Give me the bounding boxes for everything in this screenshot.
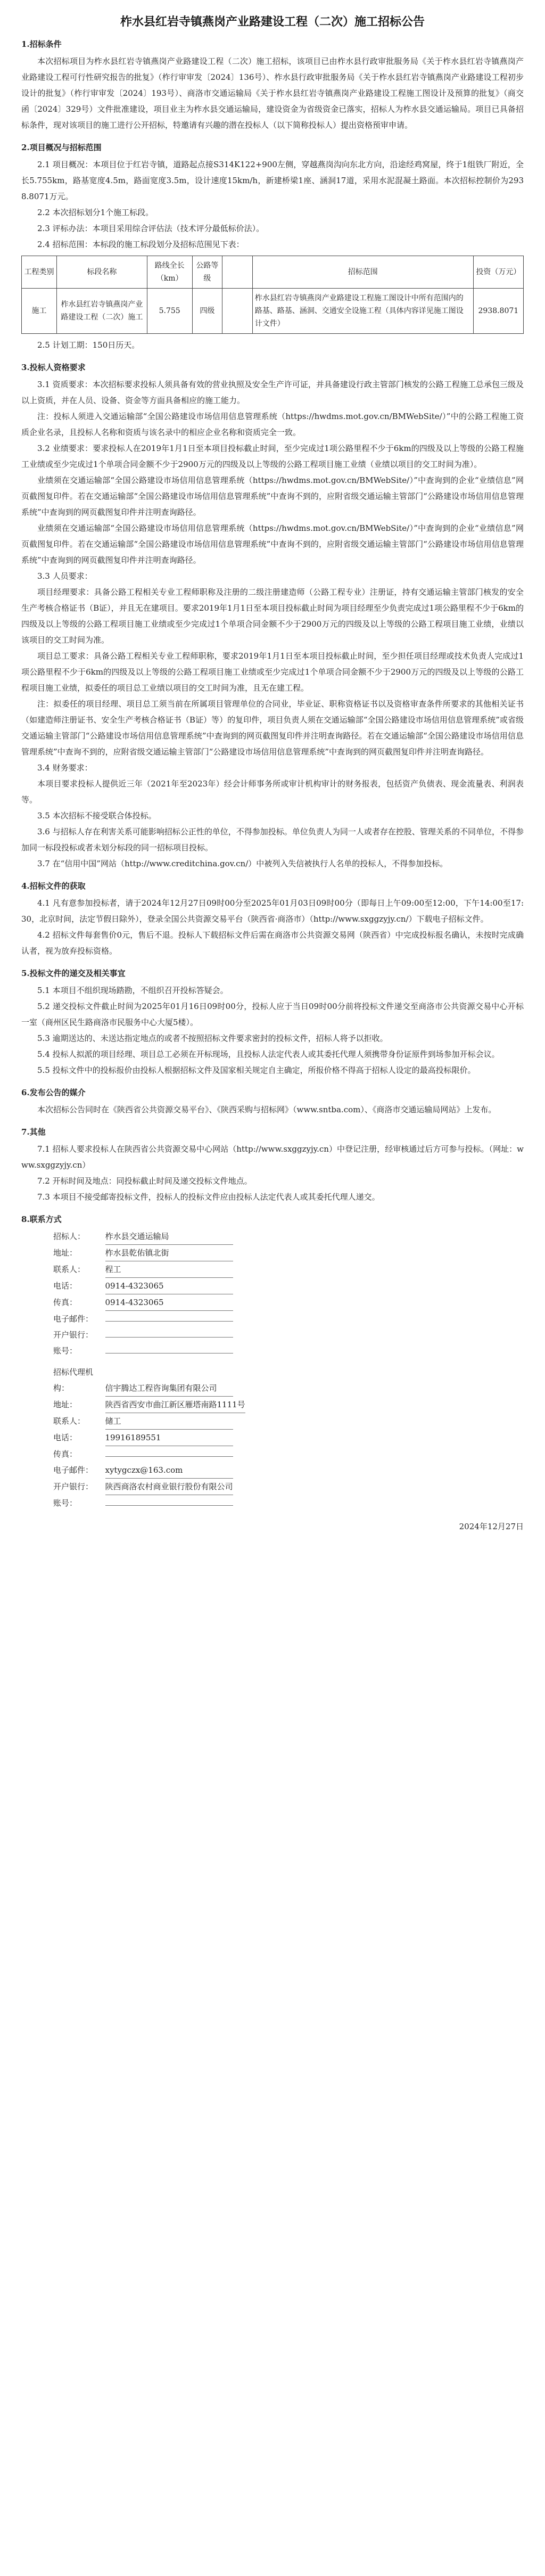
section-5-p4: 5.4 投标人拟派的项目经理、项目总工必须在开标现场，且投标人法定代表人或其委托代理人须携带身份证原件到场参加开标会议。: [37, 1049, 500, 1059]
section-3-para: 业绩须在交通运输部“全国公路建设市场信用信息管理系统（https://hwdms.mot.gov.cn/BMWebSite/）”中查询到的企业“业绩信息”网页截图复印件。若在交通运输部“全国公路建设市场信用信息管理系统”中查询不到的，应附省级交通运输主管部门“公路建设市场信用信息管理系统”中查询到的网页截图复印件并注明查询路径。: [21, 475, 524, 517]
contact-line: [21, 1479, 524, 1495]
section-3-para: 3.3 人员要求：: [37, 571, 93, 581]
section-5-p5: 5.5 投标文件中的投标报价由投标人根据招标文件及国家相关规定自主确定，所报价格不得高于招标人设定的最高投标限价。: [37, 1065, 476, 1075]
section-7-heading: 7.其他: [21, 1127, 46, 1137]
section-4-heading: 4.招标文件的获取: [21, 881, 86, 891]
contact-value: [105, 1321, 233, 1322]
lot-table-header: [222, 256, 253, 289]
contact-value: 信宇腾达工程咨询集团有限公司: [105, 1380, 233, 1397]
section-3-para: 3.1 资质要求：本次招标要求投标人须具备有效的营业执照及安全生产许可证，并具备建设行政主管部门核发的公路工程施工总承包三级及以上资质，并在人员、设备、资金等方面具备相应的施工能力。: [21, 380, 524, 405]
contact-label: 电话：: [53, 1281, 78, 1291]
contact-value: 陕西省西安市曲江新区雁塔南路1111号: [105, 1397, 245, 1413]
contact-label: 账号：: [53, 1346, 78, 1356]
contact-line: [21, 1327, 524, 1343]
section-3-para: 3.6 与招标人存在利害关系可能影响招标公正性的单位，不得参加投标。单位负责人为同一人或者存在控股、管理关系的不同单位，不得参加同一标段投标或者未划分标段的同一招标项目投标。: [21, 827, 524, 852]
contact-label: 账号：: [53, 1498, 78, 1508]
contact-value: 陕西商洛农村商业银行股份有限公司: [105, 1479, 233, 1495]
contact-label: 联系人：: [53, 1416, 86, 1426]
lot-table-header: 投资（万元）: [473, 256, 523, 289]
lot-table-cell: 柞水县红岩寺镇燕岗产业路建设工程（二次）施工: [57, 289, 147, 334]
section-7-p1: 7.1 招标人要求投标人在陕西省公共资源交易中心网站（http://www.sxggzyjy.cn）中登记注册，经审核通过后方可参与投标。（网址：www.sxggzyjy.cn）: [21, 1144, 524, 1170]
section-3-para: 3.5 本次招标不接受联合体投标。: [37, 811, 156, 821]
section-3-para: 业绩须在交通运输部“全国公路建设市场信用信息管理系统（https://hwdms.mot.gov.cn/BMWebSite/）”中查询到的企业“业绩信息”网页截图复印件。若在交通运输部“全国公路建设市场信用信息管理系统”中查询不到的，应附省级交通运输主管部门“公路建设市场信用信息管理系统”中查询到的网页截图复印件并注明查询路径。: [21, 523, 524, 565]
section-7-p3: 7.3 本项目不接受邮寄投标文件，投标人的投标文件应由投标人法定代表人或其委托代理人递交。: [37, 1192, 380, 1202]
contact-label: 地址：: [53, 1248, 78, 1258]
lot-table-cell: 5.755: [147, 289, 192, 334]
section-3-para: 3.7 在“信用中国”网站（http://www.creditchina.gov.cn/）中被列入失信被执行人名单的投标人，不得参加投标。: [37, 859, 448, 868]
contact-value: 0914-4323065: [105, 1294, 233, 1311]
section-3-para: 注：拟委任的项目经理、项目总工须当前在所属项目管理单位的合同业，毕业证、职称资格证书以及资格审查条件所要求的其他相关证书（如建造师注册证书、安全生产考核合格证书（B证）等）的复印件，项目负责人须在交通运输部“全国公路建设市场信用信息管理系统”或省级交通运输主管部门“公路建设市场信用信息管理系统”中查询到的网页截图复印件并注明查询路径。若在交通运输部“全国公路建设市场信用信息管理系统”中查询不到的，应附省级交通运输主管部门“公路建设市场信用信息管理系统”中查询到的网页截图复印件并注明查询路径。: [21, 699, 524, 757]
contact-label: 电子邮件：: [53, 1465, 94, 1475]
section-5-heading: 5.投标文件的递交及相关事宜: [21, 969, 126, 978]
section-6-para: 本次招标公告同时在《陕西省公共资源交易平台》、《陕西采购与招标网》（www.sntba.com）、《商洛市交通运输局网站》上发布。: [37, 1105, 497, 1114]
contact-label: 电话：: [53, 1433, 78, 1442]
section-2-p2: 2.2 本次招标划分1个施工标段。: [37, 208, 154, 217]
contact-line: [21, 1278, 524, 1294]
contact-line: [21, 1430, 524, 1446]
section-3-para: 本项目要求投标人提供近三年（2021年至2023年）经会计师事务所或审计机构审计的财务报表，包括资产负债表、现金流量表、利润表等。: [21, 779, 524, 805]
contact-label: 招标代理机构：: [53, 1367, 94, 1393]
lot-table-header: 公路等级: [192, 256, 222, 289]
lot-table-header: 工程类别: [22, 256, 57, 289]
section-5-p3: 5.3 逾期送达的、未送达指定地点的或者不按照招标文件要求密封的投标文件，招标人将予以拒收。: [37, 1033, 388, 1043]
section-3-para: 注：投标人须进入交通运输部“全国公路建设市场信用信息管理系统（https://hwdms.mot.gov.cn/BMWebSite/）”中的公路工程施工资质企业名录，且投标人名称和资质与该名录中的相应企业名称和资质完全一致。: [21, 412, 524, 437]
section-2-p1: 2.1 项目概况：本项目位于红岩寺镇，道路起点接S314K122+900左侧，穿越燕岗沟向东北方向，沿途经鸡窝屋，终于1组铁厂附近，全长5.755km，路基宽度4.5m，路面宽度3.5m，设计速度15km/h，新建桥梁1座、涵洞17道，采用水泥混凝土路面。本次招标控制价为2938.8071万元。: [21, 160, 524, 201]
contact-label: 传真：: [53, 1449, 78, 1459]
section-8-heading: 8.联系方式: [21, 1215, 62, 1224]
contact-label: 联系人：: [53, 1265, 86, 1274]
contact-line: [21, 1311, 524, 1327]
contact-value: [105, 1337, 233, 1338]
contact-line: [21, 1446, 524, 1462]
section-2-p5: 2.5 计划工期：150日历天。: [37, 340, 140, 350]
contact-line: [21, 1495, 524, 1511]
section-3-heading: 3.投标人资格要求: [21, 363, 86, 372]
lot-table-cell: 四级: [192, 289, 222, 334]
contact-line: [21, 1294, 524, 1311]
agent-contact-block: [21, 1364, 524, 1511]
section-2-heading: 2.项目概况与招标范围: [21, 143, 102, 152]
contact-label: 电子邮件：: [53, 1314, 94, 1324]
section-3-para: 3.2 业绩要求：要求投标人在2019年1月1日至本项目投标截止时间，至少完成过1项公路里程不少于6km的四级及以上等级的公路工程施工业绩或至少完成过1个单项合同金额不少于2900万元的四级及以上等级的公路工程项目施工业绩（业绩以项目的交工时间为准）。: [21, 444, 524, 469]
contact-label: 招标人：: [53, 1232, 86, 1241]
section-3-para: 项目经理要求：具备公路工程相关专业工程师职称及注册的二级注册建造师（公路工程专业）注册证，持有交通运输主管部门核发的安全生产考核合格证书（B证），并且无在建项目。要求2019年1月1日至本项目投标截止时间为项目经理至少负责完成过1项公路里程不少于6km的四级及以上等级的公路工程项目施工业绩或至少完成过1个单项合同金额不少于2900万元的四级及以上等级的公路工程项目施工业绩，业绩以该项目的交工时间为准。: [21, 587, 524, 645]
section-6-heading: 6.发布公告的媒介: [21, 1088, 86, 1097]
contact-line: [21, 1261, 524, 1278]
section-5-p2: 5.2 递交投标文件截止时间为2025年01月16日09时00分，投标人应于当日09时00分前将投标文件递交至商洛市公共资源交易中心开标一室（商州区民生路商洛市民服务中心大厦5楼）。: [21, 1002, 524, 1027]
lot-table-header: 标段名称: [57, 256, 147, 289]
contact-value: 柞水县交通运输局: [105, 1228, 233, 1245]
section-1-para: 本次招标项目为柞水县红岩寺镇燕岗产业路建设工程（二次）施工招标，该项目已由柞水县行政审批服务局《关于柞水县红岩寺镇燕岗产业路建设工程可行性研究报告的批复》（柞行审审发〔2024〕136号）、柞水县行政审批服务局《关于柞水县红岩寺镇燕岗产业路建设工程初步设计的批复》（柞行审审发〔2024〕193号）、商洛市交通运输局《关于柞水县红岩寺镇燕岗产业路建设工程施工图设计及预算的批复》（商交函〔2024〕329号）文件批准建设，项目业主为柞水县交通运输局，建设资金为省级资金已落实，招标人为柞水县交通运输局。项目已具备招标条件，现对该项目的施工进行公开招标，特邀请有兴趣的潜在投标人（以下简称投标人）提出资格预审申请。: [21, 56, 524, 130]
section-3-para: 项目总工要求：具备公路工程相关专业工程师职称，要求2019年1月1日至本项目投标截止时间，至少担任项目经理或技术负责人完成过1项公路里程不少于6km的四级及以上等级的公路工程项目施工业绩或至少完成过1个单项合同金额不少于2900万元的四级及以上等级的公路工程项目施工业绩，拟委任的项目总工业绩以项目的交工时间为准，且无在建工程。: [21, 651, 524, 693]
page-title: 柞水县红岩寺镇燕岗产业路建设工程（二次）施工招标公告: [120, 15, 425, 29]
lot-table-header: 招标范围: [252, 256, 473, 289]
section-2-p4: 2.4 招标范围：本标段的施工标段划分及招标范围见下表：: [37, 240, 244, 249]
section-4-p1: 4.1 凡有意参加投标者，请于2024年12月27日09时00分至2025年01月03日09时00分（即每日上午09:00至12:00，下午14:00至17:30，北京时间，法定节假日除外），登录全国公共资源交易平台（陕西省·商洛市）（http://www.sxggzyjy.cn/）下载电子招标文件。: [21, 898, 524, 924]
lot-table-cell: 2938.8071: [473, 289, 523, 334]
contact-line: [21, 1413, 524, 1430]
lot-table-cell: 柞水县红岩寺镇燕岗产业路建设工程施工图设计中所有范围内的路基、路基、涵洞、交通安全设施工程（具体内容详见施工图设计文件）: [252, 289, 473, 334]
section-7-p2: 7.2 开标时间及地点：同投标截止时间及递交投标文件地点。: [37, 1176, 252, 1186]
lot-table-header: 路线全长（km）: [147, 256, 192, 289]
contact-label: 开户银行：: [53, 1482, 94, 1491]
contact-value: 程工: [105, 1261, 233, 1278]
contact-label: 开户银行：: [53, 1330, 94, 1340]
contact-value: 19916189551: [105, 1430, 233, 1446]
contact-value: 储工: [105, 1413, 233, 1430]
contact-value: [105, 1505, 233, 1506]
contact-value: 0914-4323065: [105, 1278, 233, 1294]
contact-line: [21, 1462, 524, 1479]
section-5-p1: 5.1 本项目不组织现场踏勘，不组织召开投标答疑会。: [37, 986, 228, 995]
table-row: [22, 289, 524, 334]
lot-table-header-row: [22, 256, 524, 289]
sign-date: 2024年12月27日: [459, 1522, 524, 1531]
contact-line: [21, 1245, 524, 1261]
owner-contact-block: [21, 1228, 524, 1359]
lot-table-cell: [222, 289, 253, 334]
section-2-p3: 2.3 评标办法：本项目采用综合评估法（技术评分最低标价法）。: [37, 224, 265, 233]
contact-line: [21, 1364, 524, 1397]
section-3-para: 3.4 财务要求：: [37, 763, 93, 773]
lot-table: [21, 256, 524, 334]
contact-label: 传真：: [53, 1298, 78, 1307]
contact-label: 地址：: [53, 1400, 78, 1409]
contact-value: xytygczx@163.com: [105, 1462, 233, 1479]
contact-line: [21, 1397, 524, 1413]
lot-table-cell: 施工: [22, 289, 57, 334]
section-4-p2: 4.2 招标文件每套售价0元，售后不退。投标人下载招标文件后需在商洛市公共资源交易网（陕西省）中完成投标报名确认，未按时完成确认者，视为放弃投标资格。: [21, 930, 524, 956]
section-1-heading: 1.招标条件: [21, 39, 62, 49]
contact-value: 柞水县乾佑镇北街: [105, 1245, 233, 1261]
contact-line: [21, 1343, 524, 1359]
contact-line: [21, 1228, 524, 1245]
contact-value: [105, 1456, 233, 1457]
